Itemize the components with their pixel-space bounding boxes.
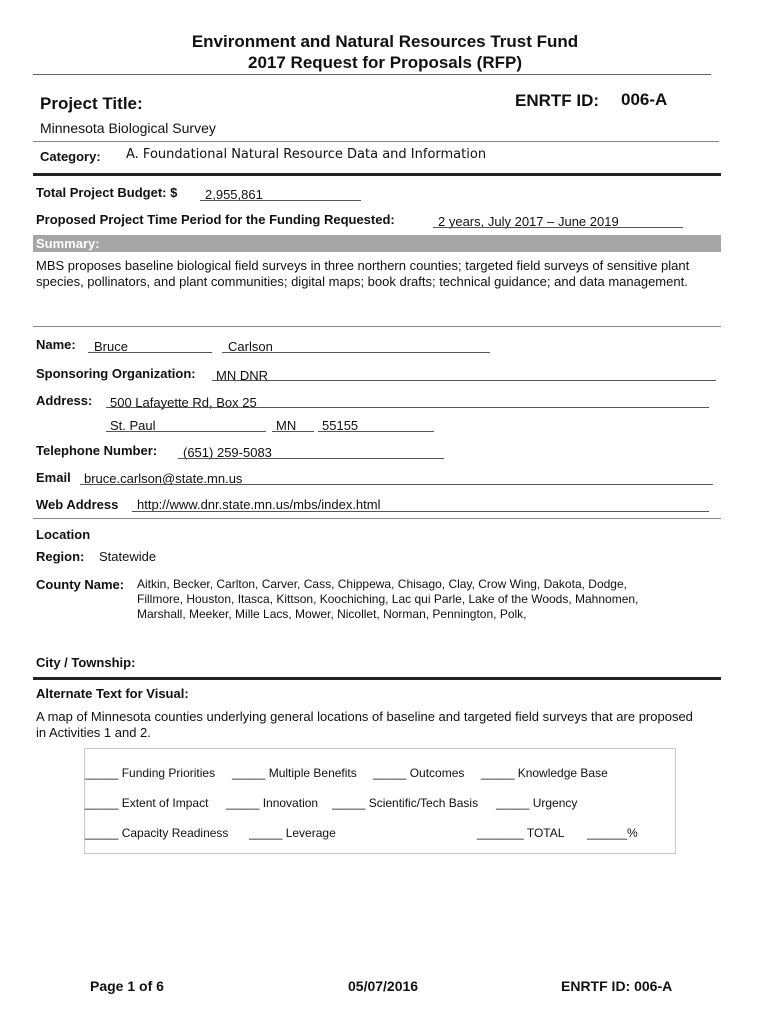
score-total[interactable]: _______ TOTAL	[477, 826, 565, 840]
period-label: Proposed Project Time Period for the Funding Requested:	[36, 212, 395, 227]
web-address-field[interactable]: http://www.dnr.state.mn.us/mbs/index.html	[137, 497, 381, 512]
footer-page-number: Page 1 of 6	[90, 978, 164, 994]
county-label: County Name:	[36, 577, 125, 592]
project-title-label: Project Title:	[40, 94, 143, 113]
score-funding-priorities[interactable]: _____ Funding Priorities	[85, 766, 216, 780]
score-outcomes[interactable]: _____ Outcomes	[373, 766, 465, 780]
organization-underline	[212, 380, 716, 381]
summary-divider	[33, 326, 721, 327]
first-name-field[interactable]: Bruce	[94, 339, 128, 354]
county-line-1: Aitkin, Becker, Carlton, Carver, Cass, Chippewa, Chisago, Clay, Crow Wing, Dakota, Dodge,	[137, 577, 627, 591]
footer-date: 05/07/2016	[348, 978, 419, 994]
footer-enrtf-id: ENRTF ID: 006-A	[561, 978, 673, 994]
category-value: A. Foundational Natural Resource Data and Information	[126, 147, 487, 162]
address-label: Address:	[36, 393, 93, 408]
street-field[interactable]: 500 Lafayette Rd, Box 25	[110, 395, 257, 410]
first-name-underline	[88, 352, 212, 353]
county-line-2: Fillmore, Houston, Itasca, Kittson, Koochiching, Lac qui Parle, Lake of the Woods, Mahnomen,	[137, 592, 639, 606]
scoring-box	[84, 748, 676, 854]
telephone-label: Telephone Number:	[36, 443, 158, 458]
zip-underline	[318, 431, 434, 432]
city-underline	[106, 431, 266, 432]
title-divider	[33, 141, 719, 142]
score-extent-of-impact[interactable]: _____ Extent of Impact	[85, 796, 209, 810]
region-label: Region:	[36, 549, 85, 564]
score-percent[interactable]: ______%	[587, 826, 638, 840]
location-divider-thick	[33, 677, 721, 680]
enrtf-id-label: ENRTF ID:	[515, 91, 600, 110]
city-township-label: City / Township:	[36, 655, 136, 670]
email-label: Email	[36, 470, 71, 485]
alt-text-label: Alternate Text for Visual:	[36, 686, 189, 701]
summary-bar	[33, 235, 721, 252]
summary-text[interactable]: MBS proposes baseline biological field surveys in three northern counties; targeted field surveys of sensitive plant species, pollinators, and plant communities; digital maps; book drafts; technical guidance; and data management.	[36, 258, 690, 289]
form-subtitle: 2017 Request for Proposals (RFP)	[248, 53, 522, 72]
last-name-field[interactable]: Carlson	[228, 339, 273, 354]
email-underline	[80, 484, 713, 485]
score-leverage[interactable]: _____ Leverage	[249, 826, 336, 840]
contact-divider	[33, 518, 721, 519]
header-divider	[33, 74, 711, 75]
form-title: Environment and Natural Resources Trust Fund	[191, 32, 579, 51]
summary-label: Summary:	[36, 236, 100, 251]
last-name-underline	[222, 352, 490, 353]
telephone-field[interactable]: (651) 259-5083	[183, 445, 272, 460]
state-field[interactable]: MN	[276, 418, 297, 433]
county-line-3: Marshall, Meeker, Mille Lacs, Mower, Nicollet, Norman, Pennington, Polk,	[137, 607, 527, 621]
score-innovation[interactable]: _____ Innovation	[226, 796, 319, 810]
region-value: Statewide	[99, 549, 157, 564]
period-value[interactable]: 2 years, July 2017 – June 2019	[438, 214, 619, 229]
location-heading: Location	[36, 527, 91, 542]
budget-value[interactable]: 2,955,861	[205, 187, 263, 202]
period-underline	[433, 227, 683, 228]
organization-label: Sponsoring Organization:	[36, 366, 196, 381]
web-address-label: Web Address	[36, 497, 119, 512]
score-scientific-tech-basis[interactable]: _____ Scientific/Tech Basis	[332, 796, 479, 810]
score-multiple-benefits[interactable]: _____ Multiple Benefits	[232, 766, 357, 780]
city-field[interactable]: St. Paul	[110, 418, 156, 433]
budget-label: Total Project Budget: $	[36, 185, 178, 200]
telephone-underline	[178, 458, 444, 459]
enrtf-id-value: 006-A	[621, 90, 668, 109]
budget-underline	[200, 200, 361, 201]
alt-text-value[interactable]: A map of Minnesota counties underlying general locations of baseline and targeted field surveys that are proposed in Activities 1 and 2.	[36, 709, 693, 740]
organization-field[interactable]: MN DNR	[216, 368, 268, 383]
street-underline	[106, 407, 709, 408]
web-address-underline	[132, 511, 709, 512]
zip-field[interactable]: 55155	[322, 418, 359, 433]
project-title-value: Minnesota Biological Survey	[40, 120, 216, 136]
state-underline	[272, 431, 314, 432]
category-label: Category:	[40, 149, 101, 164]
email-field[interactable]: bruce.carlson@state.mn.us	[84, 471, 243, 486]
score-knowledge-base[interactable]: _____ Knowledge Base	[481, 766, 608, 780]
score-urgency[interactable]: _____ Urgency	[496, 796, 578, 810]
section-divider-thick	[33, 173, 721, 176]
score-capacity-readiness[interactable]: _____ Capacity Readiness	[85, 826, 229, 840]
name-label: Name:	[36, 337, 76, 352]
